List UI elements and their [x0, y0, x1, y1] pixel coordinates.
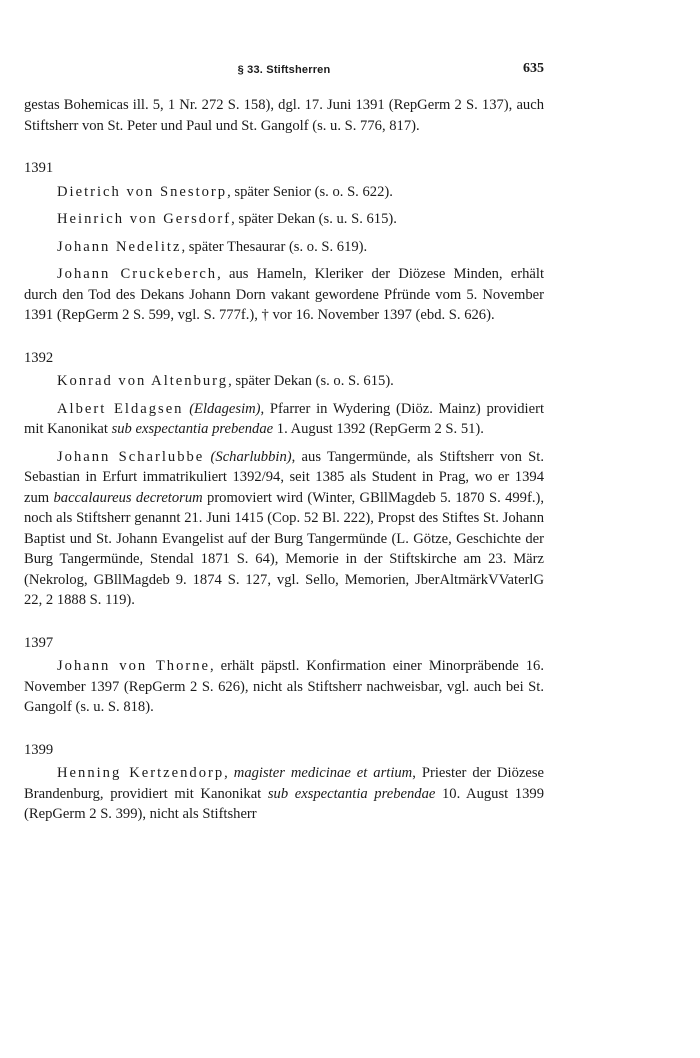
canon-entry	[24, 399, 544, 440]
canon-entry	[24, 656, 544, 718]
person-name: Konrad von Altenburg	[57, 373, 229, 389]
text-run: , Priester der Diözese Brandenburg, providiert mit Kanonikat	[24, 765, 545, 802]
entry-text	[24, 237, 544, 258]
person-name: Dietrich von Snestorp	[57, 183, 228, 200]
text-run: , Pfarrer in Wydering (Diöz. Mainz) providiert mit Kanonikat	[24, 400, 544, 437]
latin-term: sub exspectantia prebendae	[111, 421, 274, 437]
canon-entry	[24, 264, 544, 326]
person-name: Heinrich von Gersdorf	[57, 211, 232, 227]
latin-term: (Eldagesim)	[189, 400, 261, 417]
running-head	[24, 60, 544, 80]
text-run: promoviert wird (Winter, GBllMagdeb 5. 1870 S. 499f.), noch als Stiftsherr genannt 21. Juni 1415 (Cop. 52 Bl. 222), Propst des Stiftes St. Johann Baptist und St. Johann Evangelist auf der Burg Tangermünde (L. Götze, Geschichte der Burg Tangermünde, Stendal 1871 S. 64), Memorie in der Stiftskirche am 23. März (Nekrolog, GBllMagdeb 9. 1874 S. 127, vgl. Sello, Memorien, JberAltmärkVVaterlG 22, 2 1888 S. 119).	[24, 489, 544, 608]
year-heading: 1392	[24, 349, 54, 366]
text-run: , aus Hameln, Kleriker der Diözese Minden, erhält durch den Tod des Dekans Johann Dorn vakant gewordene Pfründe vom 5. November 1391 (RepGerm 2 S. 599, vgl. S. 777f.), † vor 16. November 1397 (ebd. S. 626).	[24, 266, 545, 323]
entry-text	[24, 399, 544, 440]
latin-term: sub exspectantia prebendae	[267, 785, 436, 802]
text-run: gestas Bohemicas ill. 5, 1 Nr. 272 S. 158), dgl. 17. Juni 1391 (RepGerm 2 S. 137), auch Stiftsherr von St. Peter und Paul und St. Gangolf (s. u. S. 776, 817).	[24, 97, 544, 134]
entry-text	[24, 209, 544, 230]
text-run: , später Dekan (s. u. S. 615).	[231, 211, 397, 227]
year-heading: 1391	[24, 160, 54, 176]
entry-text	[24, 371, 544, 392]
year-heading: 1397	[24, 634, 54, 651]
latin-term: baccalaureus decretorum	[53, 489, 203, 506]
canon-entry	[24, 447, 544, 611]
entry-text	[24, 264, 544, 326]
text-run: , später Senior (s. o. S. 622).	[227, 183, 393, 200]
latin-term: magister medicinae et artium	[233, 765, 413, 781]
person-name: Johann Nedelitz	[57, 238, 182, 255]
year-heading: 1399	[24, 741, 54, 758]
text-run: , erhält päpstl. Konfirmation einer Minorpräbende 16. November 1397 (RepGerm 2 S. 626), nicht als Stiftsherr nachweisbar, vgl. auch bei St. Gangolf (s. u. S. 818).	[24, 658, 544, 715]
page-number: 635	[523, 61, 544, 76]
person-name: Johann Cruckeberch	[57, 266, 218, 282]
entry-text	[24, 447, 544, 611]
canon-entry	[24, 763, 544, 825]
entry-text	[24, 656, 544, 718]
person-name: Johann Scharlubbe	[57, 448, 205, 465]
entry-text	[24, 95, 544, 136]
canon-entry	[24, 237, 544, 258]
section-title: § 33. Stiftsherren	[237, 64, 331, 76]
canon-entry	[24, 182, 544, 203]
latin-term: (Scharlubbin)	[210, 448, 292, 465]
person-name: Albert Eldagsen	[57, 400, 184, 417]
person-name: Johann von Thorne	[57, 658, 211, 674]
canon-entry	[24, 209, 544, 230]
continuation-paragraph	[24, 95, 544, 136]
body-text	[24, 95, 544, 832]
text-run: , später Thesaurar (s. o. S. 619).	[181, 238, 368, 255]
text-run: ,	[224, 765, 234, 781]
text-run: 1. August 1392 (RepGerm 2 S. 51).	[273, 421, 484, 437]
text-run: , später Dekan (s. o. S. 615).	[228, 373, 394, 389]
entry-text	[24, 763, 544, 825]
text-run: 10. August 1399 (RepGerm 2 S. 399), nicht als Stiftsherr	[24, 785, 544, 822]
canon-entry	[24, 371, 544, 392]
person-name: Henning Kertzendorp	[57, 765, 225, 781]
text-run: , aus Tangermünde, als Stiftsherr von St. Sebastian in Erfurt immatrikuliert 1392/94, seit 1385 als Student in Prag, wo er 1394 zum	[24, 448, 544, 506]
entry-text	[24, 182, 544, 203]
